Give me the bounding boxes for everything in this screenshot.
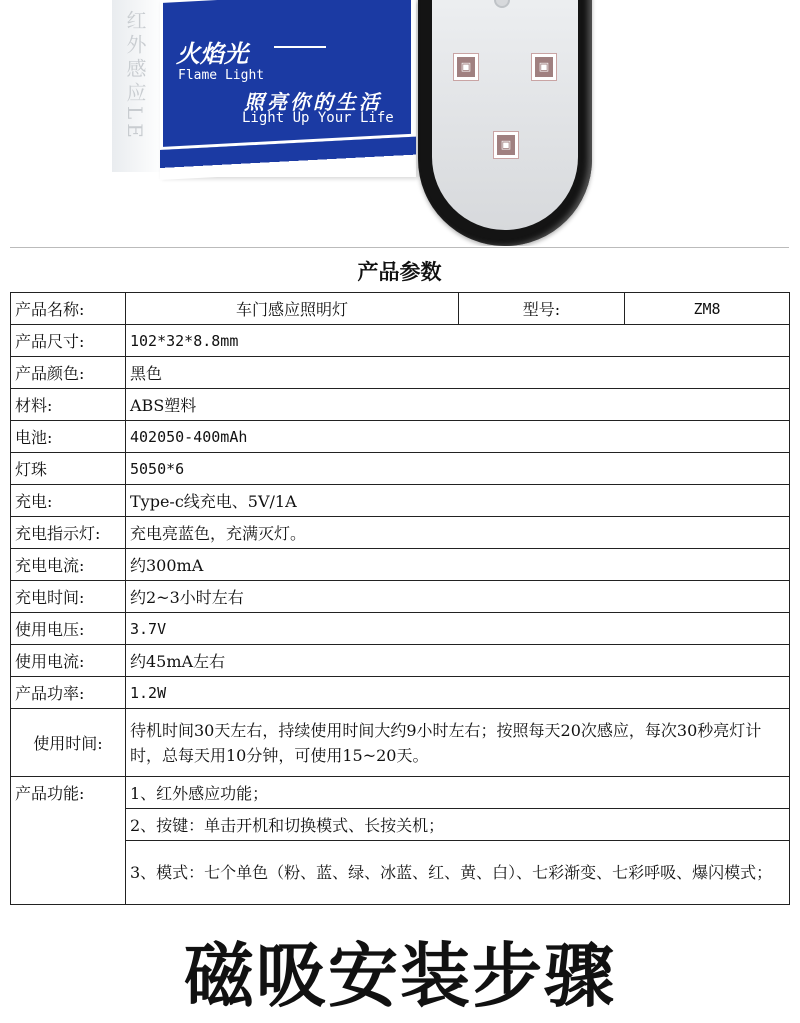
spec-label: 灯珠 — [11, 453, 126, 485]
spec-label: 充电电流: — [11, 549, 126, 581]
function-item: 1、红外感应功能； — [126, 777, 790, 809]
spec-label-empty — [11, 809, 126, 841]
table-row — [11, 841, 790, 905]
spec-label-empty — [11, 841, 126, 905]
led-chip-icon: ▣ — [453, 53, 479, 81]
spec-value: 约2~3小时左右 — [126, 581, 790, 613]
spec-value: 5050*6 — [126, 453, 790, 485]
device-face — [432, 0, 578, 230]
spec-value: 402050-400mAh — [126, 421, 790, 453]
spec-table-section — [10, 247, 789, 905]
spec-value: 3.7V — [126, 613, 790, 645]
package-slogan-cn: 照亮你的生活 — [244, 90, 382, 114]
spec-label: 材料: — [11, 389, 126, 421]
spec-value: 约300mA — [126, 549, 790, 581]
spec-label: 使用时间: — [11, 709, 126, 777]
function-item: 2、按键：单击开机和切换模式、长按关机； — [126, 809, 790, 841]
spec-value: 充电亮蓝色，充满灭灯。 — [126, 517, 790, 549]
table-row — [11, 453, 790, 485]
package-brand-cn: 火焰光 — [176, 39, 248, 68]
package-brand-en: Flame Light — [178, 68, 265, 83]
spec-table — [10, 292, 790, 905]
led-chip-icon: ▣ — [531, 53, 557, 81]
spec-label: 电池: — [11, 421, 126, 453]
table-row — [11, 809, 790, 841]
spec-label: 产品尺寸: — [11, 325, 126, 357]
spec-label: 产品功率: — [11, 677, 126, 709]
spec-label: 充电指示灯: — [11, 517, 126, 549]
table-row — [11, 517, 790, 549]
product-hero-image — [0, 0, 800, 246]
function-item: 3、模式：七个单色（粉、蓝、绿、冰蓝、红、黄、白）、七彩渐变、七彩呼吸、爆闪模式； — [126, 841, 790, 905]
spec-table-title: 产品参数 — [10, 247, 789, 292]
spec-label: 使用电压: — [11, 613, 126, 645]
led-chip-icon: ▣ — [493, 131, 519, 159]
table-row — [11, 357, 790, 389]
table-row — [11, 709, 790, 777]
table-row — [11, 325, 790, 357]
table-row — [11, 613, 790, 645]
spec-label: 产品颜色: — [11, 357, 126, 389]
section-heading: 磁吸安装步骤 — [184, 935, 616, 1017]
spec-value: 待机时间30天左右，持续使用时间大约9小时左右；按照每天20次感应，每次30秒亮灯计时，总每天用10分钟，可使用15~20天。 — [126, 709, 790, 777]
package-side-text: 红外感应LE — [123, 10, 147, 142]
spec-label: 使用电流: — [11, 645, 126, 677]
spec-label: 产品名称: — [11, 293, 126, 325]
spec-value: ABS塑料 — [126, 389, 790, 421]
table-row — [11, 581, 790, 613]
table-row — [11, 389, 790, 421]
model-value: ZM8 — [625, 293, 790, 325]
spec-value: Type-c线充电、5V/1A — [126, 485, 790, 517]
spec-value: 黑色 — [126, 357, 790, 389]
table-row — [11, 677, 790, 709]
model-label: 型号: — [459, 293, 625, 325]
spec-label: 产品功能: — [11, 777, 126, 809]
table-row — [11, 777, 790, 809]
package-slogan-en: Light Up Your Life — [242, 110, 394, 126]
table-row — [11, 549, 790, 581]
spec-label: 充电: — [11, 485, 126, 517]
table-row — [11, 293, 790, 325]
spec-value: 约45mA左右 — [126, 645, 790, 677]
table-row — [11, 645, 790, 677]
package-title-rule — [274, 46, 326, 48]
spec-value: 102*32*8.8mm — [126, 325, 790, 357]
spec-label: 充电时间: — [11, 581, 126, 613]
table-row — [11, 485, 790, 517]
spec-value: 车门感应照明灯 — [126, 293, 459, 325]
table-row — [11, 421, 790, 453]
spec-value: 1.2W — [126, 677, 790, 709]
